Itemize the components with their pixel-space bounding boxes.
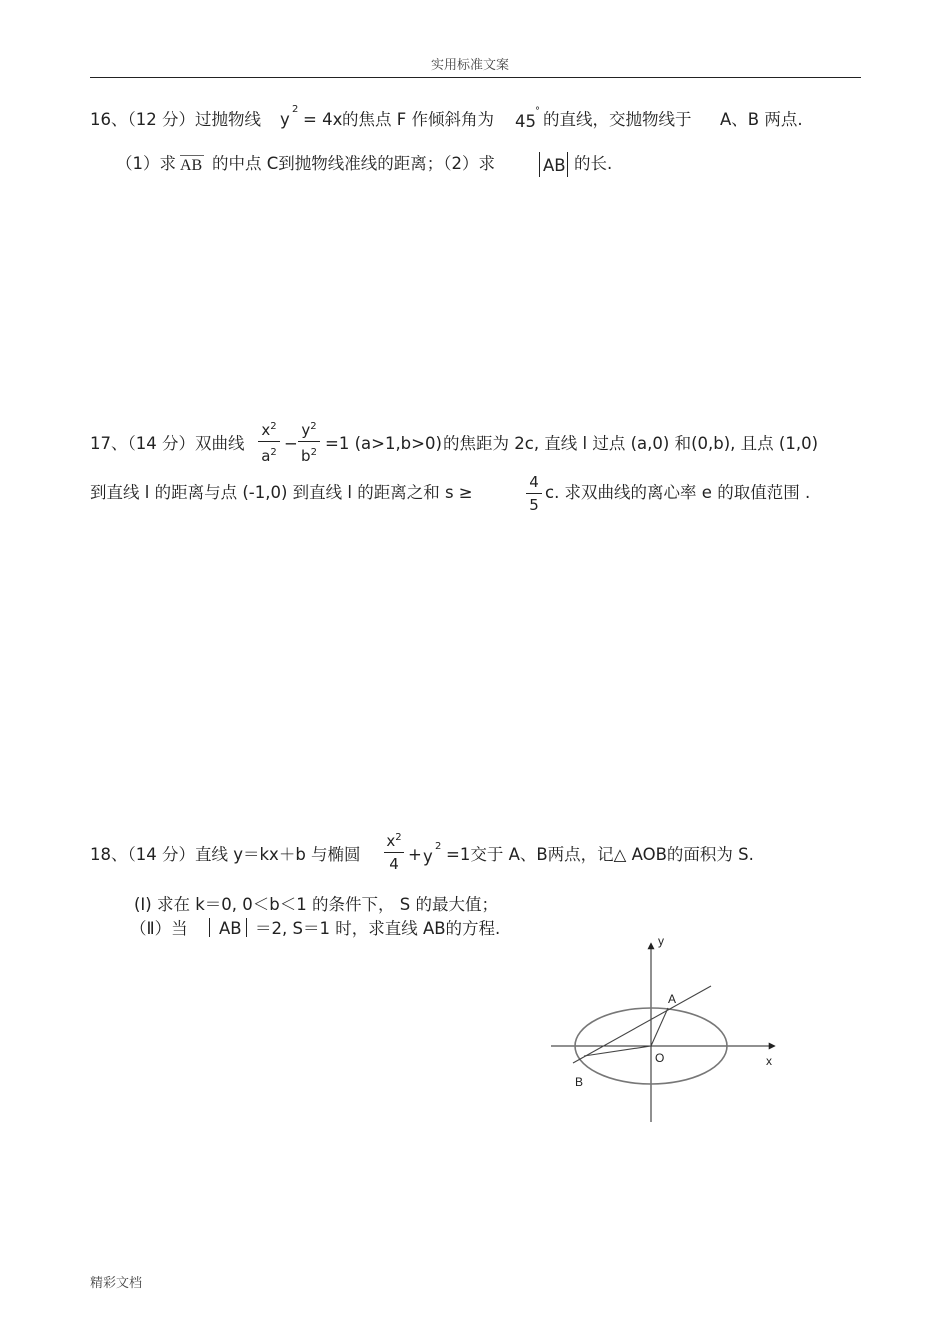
q16-eq-rhs: = 4x bbox=[303, 110, 343, 129]
q16-vector-ab: AB bbox=[180, 157, 203, 174]
label-a: A bbox=[668, 992, 677, 1006]
q16-points: A、B 两点. bbox=[720, 110, 803, 129]
q17-equation-tail: =1 (a>1,b>0) bbox=[325, 434, 442, 453]
q18-lead: 18、（14 分）直线 y＝kx＋b 与椭圆 bbox=[90, 845, 361, 864]
label-y: y bbox=[658, 934, 664, 948]
q17-frac-numerator: 4 bbox=[529, 473, 539, 491]
q18-plus: + bbox=[408, 845, 422, 864]
q18-y-exp: 2 bbox=[435, 841, 442, 852]
q17-minus: − bbox=[284, 434, 298, 453]
q17-line2-tail: c. 求双曲线的离心率 e 的取值范围 . bbox=[545, 483, 811, 502]
q16-part1-lead: （1）求 bbox=[116, 154, 176, 173]
q18-part2-tail: ＝2, S＝1 时，求直线 AB的方程. bbox=[255, 919, 501, 938]
label-x: x bbox=[766, 1054, 772, 1068]
q17-tail1: 的焦距为 2c, 直线 l 过点 (a,0) 和(0,b), 且点 (1,0) bbox=[443, 434, 819, 453]
q17-frac1-denominator: $a^2$ bbox=[261, 447, 277, 465]
label-o: O bbox=[655, 1051, 665, 1065]
q17-lead: 17、（14 分）双曲线 bbox=[90, 434, 245, 453]
q16-eq-y: y bbox=[280, 110, 290, 129]
q16-eq-exp: 2 bbox=[292, 104, 299, 115]
q18-equation-tail: =1交于 A、B两点，记△ AOB的面积为 S. bbox=[446, 845, 754, 864]
q18-y-term: y bbox=[423, 847, 433, 866]
q18-frac-numerator: $x^2$ bbox=[386, 832, 402, 850]
page-footer: 精彩文档 bbox=[90, 1276, 143, 1291]
label-b: B bbox=[575, 1075, 584, 1089]
line-ab bbox=[573, 986, 711, 1063]
q16-part1-tail: 的中点 C到抛物线准线的距离；（2）求 bbox=[212, 154, 496, 173]
segment-oa bbox=[651, 1008, 668, 1046]
q18-part2-ab: AB bbox=[219, 919, 242, 938]
q16-angle: 45 bbox=[515, 112, 536, 131]
q16-tail: 的直线，交抛物线于 bbox=[543, 110, 692, 129]
q17-frac1-numerator: $x^2$ bbox=[261, 421, 277, 439]
q16-lead: 16、（12 分）过抛物线 bbox=[90, 110, 261, 129]
q16-degree: ° bbox=[535, 106, 540, 117]
q16-abs-ab: AB bbox=[543, 156, 566, 175]
q17-line2-lead: 到直线 l 的距离与点 (-1,0) 到直线 l 的距离之和 s ≥ bbox=[90, 483, 473, 502]
q17-frac2-denominator: $b^2$ bbox=[301, 447, 317, 465]
q16-part2-tail: 的长. bbox=[574, 154, 613, 173]
q16-mid: 的焦点 F 作倾斜角为 bbox=[342, 110, 494, 129]
q18-part1: (I) 求在 k＝0, 0＜b＜1 的条件下， S 的最大值； bbox=[134, 895, 498, 914]
page-header: 实用标准文案 bbox=[431, 58, 510, 73]
q18-frac-denominator: 4 bbox=[389, 855, 399, 873]
q18-part2-lead: （Ⅱ）当 bbox=[130, 919, 188, 938]
q17-frac2-numerator: $y^2$ bbox=[301, 421, 317, 439]
q17-frac-denominator: 5 bbox=[529, 496, 539, 514]
